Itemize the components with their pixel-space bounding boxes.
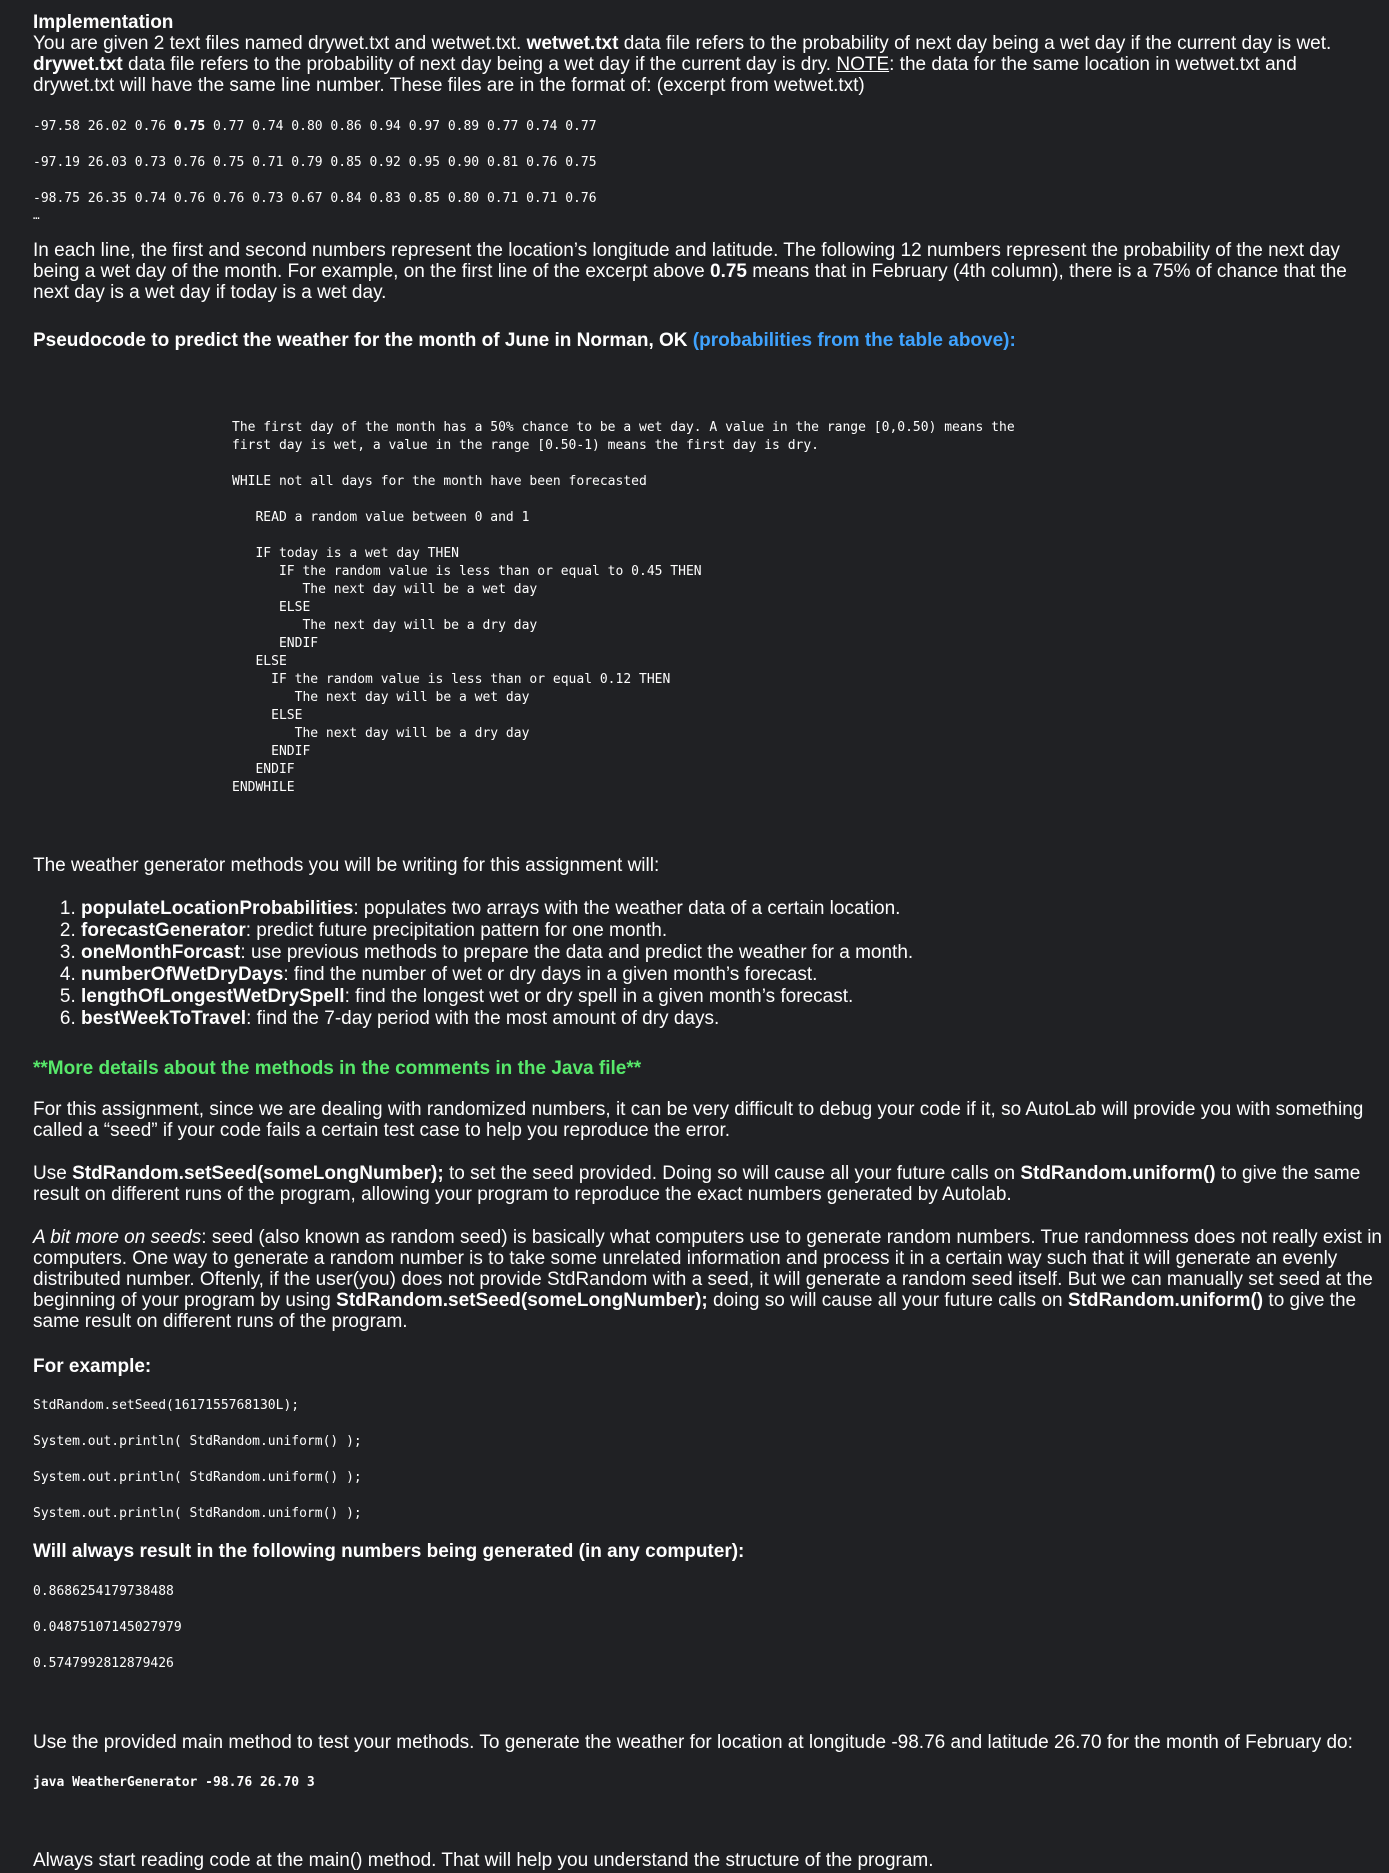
intro-paragraph <box>33 33 1383 96</box>
pseudocode-line: The next day will be a wet day <box>232 690 530 705</box>
list-item: 6. bestWeekToTravel: find the 7-day period with the most amount of dry days. <box>81 1008 1383 1030</box>
intro-text: : the data for the same location in wetwet.txt and drywet.txt will have the same line number. These files are in the format of: (excerpt from wetwet.txt) <box>33 54 1297 96</box>
code-line: System.out.println( StdRandom.uniform() ); <box>33 1434 362 1449</box>
output-value: 0.8686254179738488 <box>33 1584 174 1599</box>
pseudocode-line: The next day will be a dry day <box>232 726 530 741</box>
pseudocode-line: ENDWHILE <box>232 780 295 795</box>
excerpt-line-3: -98.75 26.35 0.74 0.76 0.76 0.73 0.67 0.84 0.83 0.85 0.80 0.71 0.71 0.76 <box>33 191 597 206</box>
pseudo-heading-blue: (probabilities from the table above): <box>692 330 1016 351</box>
more-details-note: **More details about the methods in the comments in the Java file** <box>33 1058 642 1079</box>
seeds-explanation: A bit more on seeds: seed (also known as random seed) is basically what computers use to generate random numbers. True randomness does not really exist in computers. One way to generate a random number is to take some unrelated information and process it in a certain way such that it will generate an evenly distributed number. Oftenly, if the user(you) does not provide StdRandom with a seed, it will generate a random seed itself. But we can manually set seed at the beginning of your program by using StdRandom.setSeed(someLongNumber); doing so will cause all your future calls on StdRandom.uniform() to give the same result on different runs of the program. <box>33 1227 1382 1332</box>
intro-text: data file refers to the probability of next day being a wet day if the current day is wet. <box>618 33 1332 54</box>
intro-section <box>33 12 1383 96</box>
explain-bold: 0.75 <box>710 261 747 282</box>
intro-text: data file refers to the probability of next day being a wet day if the current day is dry. <box>122 54 837 75</box>
pseudocode-line: ELSE <box>232 600 311 615</box>
result-heading: Will always result in the following numbers being generated (in any computer): <box>33 1541 745 1562</box>
intro-text: You are given 2 text files named drywet.txt and wetwet.txt. <box>33 33 527 54</box>
methods-list <box>33 898 1383 1030</box>
pseudocode-line: WHILE not all days for the month have been forecasted <box>232 474 647 489</box>
for-example-heading: For example: <box>33 1356 152 1377</box>
pseudocode-line: IF the random value is less than or equal to 0.45 THEN <box>232 564 702 579</box>
seed-paragraph: For this assignment, since we are dealing with randomized numbers, it can be very difficult to debug your code if it, so AutoLab will provide you with something called a “seed” if your code fails a certain test case to help you reproduce the error. <box>33 1099 1364 1141</box>
excerpt-highlight: 0.75 <box>173 119 206 134</box>
pseudocode-line: READ a random value between 0 and 1 <box>232 510 530 525</box>
use-seed-paragraph: Use StdRandom.setSeed(someLongNumber); to set the seed provided. Doing so will cause all your future calls on StdRandom.uniform() to give the same result on different runs of the program, allowing your program to reproduce the exact numbers generated by Autolab. <box>33 1163 1361 1205</box>
pseudocode-line: first day is wet, a value in the range [0.50-1) means the first day is dry. <box>232 438 819 453</box>
explanation-paragraph: In each line, the first and second numbers represent the location’s longitude and latitude. The following 12 numbers represent the probability of the next day being a wet day of the month. For example, on the first line of the excerpt above 0.75 means that in February (4th column), there is a 75% of chance that the next day is a wet day if today is a wet day. <box>33 240 1347 303</box>
pseudocode-line: The next day will be a dry day <box>232 618 538 633</box>
intro-wetwet: wetwet.txt <box>526 33 619 54</box>
pseudocode-line: ELSE <box>232 708 303 723</box>
pseudo-heading-text: Pseudocode to predict the weather for the month of June in Norman, OK <box>33 330 693 351</box>
final-paragraph: Always start reading code at the main() method. That will help you understand the structure of the program. <box>33 1850 934 1871</box>
excerpt-ellipsis: … <box>33 209 40 222</box>
pseudocode-line: ELSE <box>232 654 287 669</box>
list-item: 1. populateLocationProbabilities: populates two arrays with the weather data of a certain location. <box>81 898 1383 920</box>
code-line: System.out.println( StdRandom.uniform() ); <box>33 1470 362 1485</box>
pseudocode-line: ENDIF <box>232 744 311 759</box>
seeds-italic: A bit more on seeds <box>33 1227 202 1248</box>
output-value: 0.04875107145027979 <box>33 1620 182 1635</box>
pseudocode-line: The next day will be a wet day <box>232 582 538 597</box>
code-line: StdRandom.setSeed(1617155768130L); <box>33 1398 300 1413</box>
excerpt-line-2: -97.19 26.03 0.73 0.76 0.75 0.71 0.79 0.85 0.92 0.95 0.90 0.81 0.76 0.75 <box>33 155 597 170</box>
list-item: 2. forecastGenerator: predict future precipitation pattern for one month. <box>81 920 1383 942</box>
pseudocode-line: IF the random value is less than or equal 0.12 THEN <box>232 672 671 687</box>
pseudocode-line: The first day of the month has a 50% chance to be a wet day. A value in the range [0,0.50) means the <box>232 420 1015 435</box>
list-item: 3. oneMonthForcast: use previous methods to prepare the data and predict the weather for a month. <box>81 942 1383 964</box>
pseudocode-line: ENDIF <box>232 762 295 777</box>
code-line: System.out.println( StdRandom.uniform() ); <box>33 1506 362 1521</box>
intro-drywet: drywet.txt <box>33 54 123 75</box>
main-method-paragraph: Use the provided main method to test your methods. To generate the weather for location at longitude -98.76 and latitude 26.70 for the month of February do: <box>33 1732 1353 1753</box>
intro-note: NOTE <box>836 54 890 75</box>
list-item: 4. numberOfWetDryDays: find the number of wet or dry days in a given month’s forecast. <box>81 964 1383 986</box>
pseudocode-line: IF today is a wet day THEN <box>232 546 459 561</box>
command-line: java WeatherGenerator -98.76 26.70 3 <box>33 1775 315 1790</box>
excerpt-line-1: -97.58 26.02 0.76 0.75 0.77 0.74 0.80 0.86 0.94 0.97 0.89 0.77 0.74 0.77 <box>33 119 597 134</box>
list-item: 5. lengthOfLongestWetDrySpell: find the longest wet or dry spell in a given month’s forecast. <box>81 986 1383 1008</box>
pseudocode-heading <box>33 330 1383 351</box>
output-value: 0.5747992812879426 <box>33 1656 174 1671</box>
methods-intro: The weather generator methods you will be writing for this assignment will: <box>33 855 660 876</box>
pseudocode-line: ENDIF <box>232 636 319 651</box>
page-title: Implementation <box>33 12 174 33</box>
